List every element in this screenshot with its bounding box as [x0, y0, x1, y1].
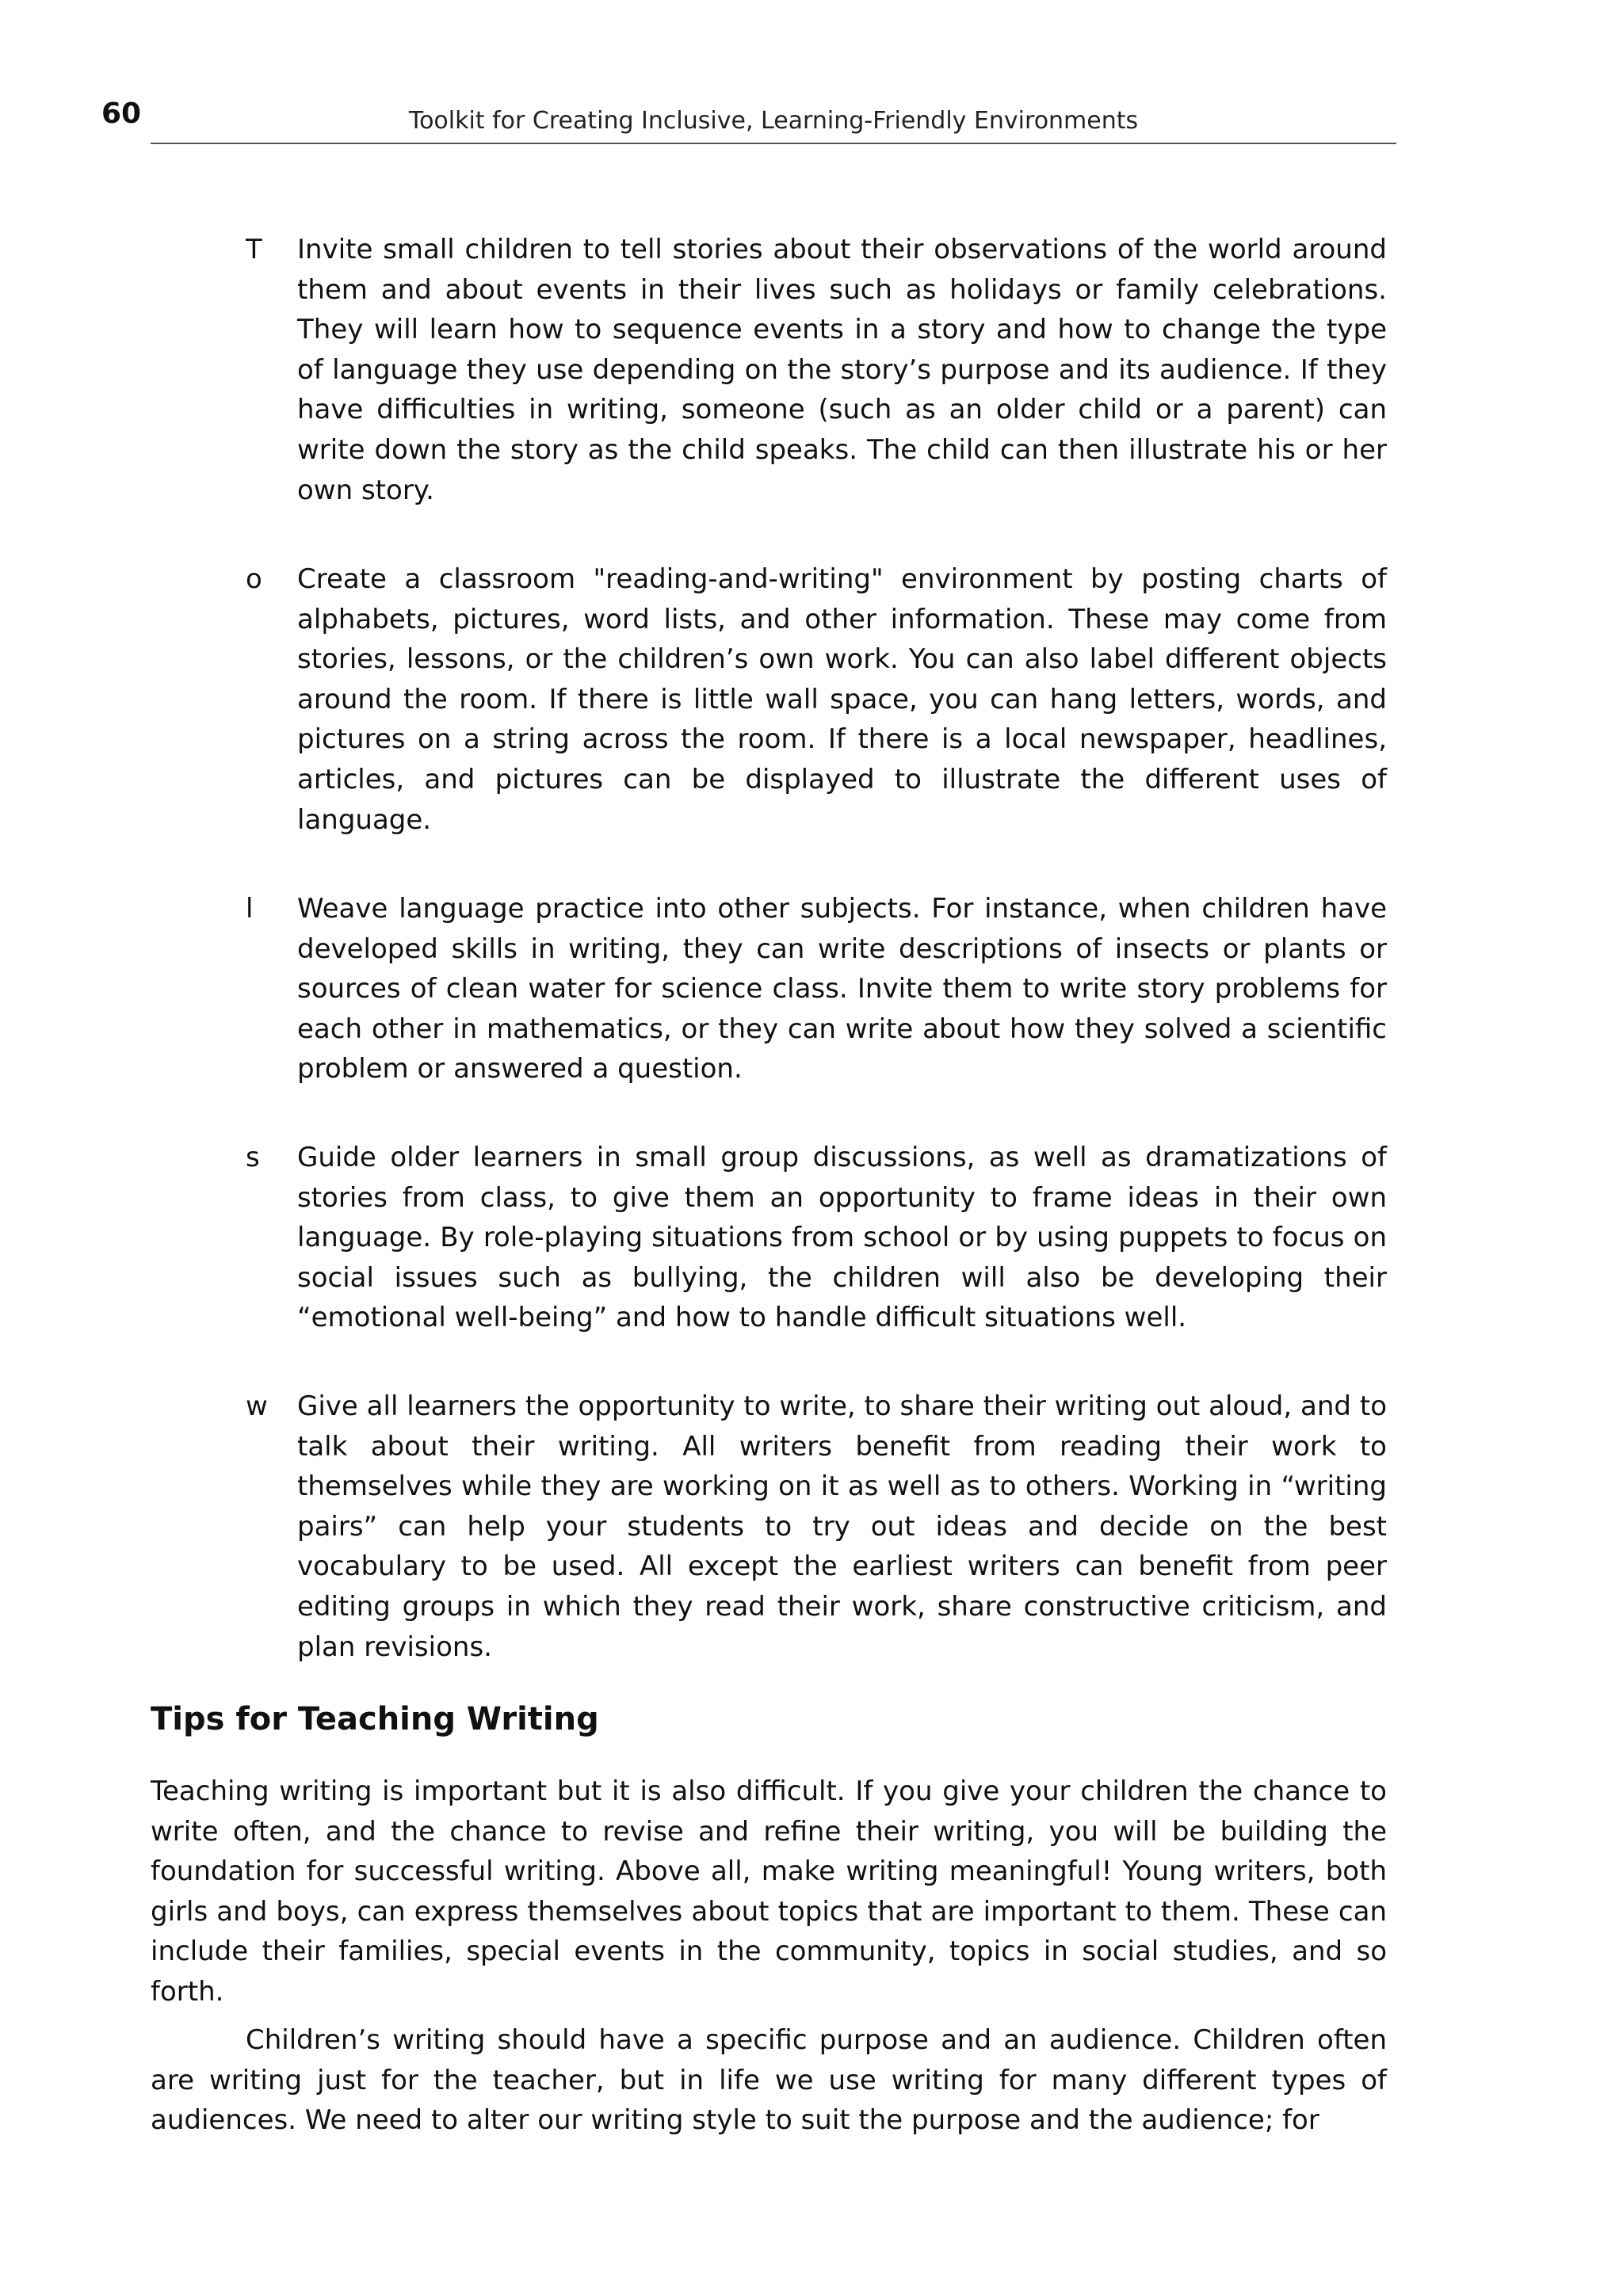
- body-paragraph: Children’s writing should have a specific purpose and an audience. Children often are writing just for the teacher, but in life we use writing for many different types of audiences. We need to alter our writing style to suit the purpose and the audience; for: [151, 2024, 1387, 2137]
- list-item-text: Give all learners the opportunity to write, to share their writing out aloud, and to talk about their writing. All writers benefit from reading their work to themselves while they are working on it as well as to others. Working in “writing pairs” can help your students to try out ideas and decide on the best vocabulary to be used. All except the earliest writers can benefit from peer editing groups in which they read their work, share constructive criticism, and plan revisions.: [297, 1390, 1387, 1663]
- bullet-marker: s: [246, 1142, 260, 1173]
- bullet-marker: o: [246, 563, 262, 595]
- page-number: 60: [101, 97, 142, 130]
- running-header-title: Toolkit for Creating Inclusive, Learning-Friendly Environments: [408, 107, 1139, 135]
- section-heading: Tips for Teaching Writing: [151, 1701, 599, 1737]
- body-paragraph: Teaching writing is important but it is also difficult. If you give your children the chance to write often, and the chance to revise and refine their writing, you will be building the foundation for successful writing. Above all, make writing meaningful! Young writers, both girls and boys, can express themselves about topics that are important to them. These can include their families, special events in the community, topics in social studies, and so forth.: [151, 1775, 1387, 2008]
- list-item: [246, 889, 1387, 1089]
- list-item: [246, 230, 1387, 510]
- bullet-marker: l: [246, 893, 254, 925]
- list-item-text: Create a classroom "reading-and-writing" environment by posting charts of alphabets, pictures, word lists, and other information. These may come from stories, lessons, or the children’s own work. You can also label different objects around the room. If there is little wall space, you can hang letters, words, and pictures on a string across the room. If there is a local newspaper, headlines, articles, and pictures can be displayed to illustrate the different uses of language.: [297, 563, 1387, 836]
- list-item-text: Guide older learners in small group discussions, as well as dramatizations of stories from class, to give them an opportunity to frame ideas in their own language. By role-playing situations from school or by using puppets to focus on social issues such as bullying, the children will also be developing their “emotional well-being” and how to handle difficult situations well.: [297, 1142, 1387, 1334]
- list-item-text: Weave language practice into other subjects. For instance, when children have developed skills in writing, they can write descriptions of insects or plants or sources of clean water for science class. Invite them to write story problems for each other in mathematics, or they can write about how they solved a scientific problem or answered a question.: [297, 893, 1387, 1085]
- list-item: [246, 1138, 1387, 1338]
- header-divider: [151, 143, 1396, 144]
- bullet-marker: T: [246, 234, 262, 265]
- list-item: [246, 559, 1387, 840]
- list-item: [246, 1386, 1387, 1667]
- list-item-text: Invite small children to tell stories about their observations of the world around them and about events in their lives such as holidays or family celebrations. They will learn how to sequence events in a story and how to change the type of language they use depending on the story’s purpose and its audience. If they have difficulties in writing, someone (such as an older child or a parent) can write down the story as the child speaks. The child can then illustrate his or her own story.: [297, 234, 1387, 506]
- bullet-marker: w: [246, 1390, 268, 1422]
